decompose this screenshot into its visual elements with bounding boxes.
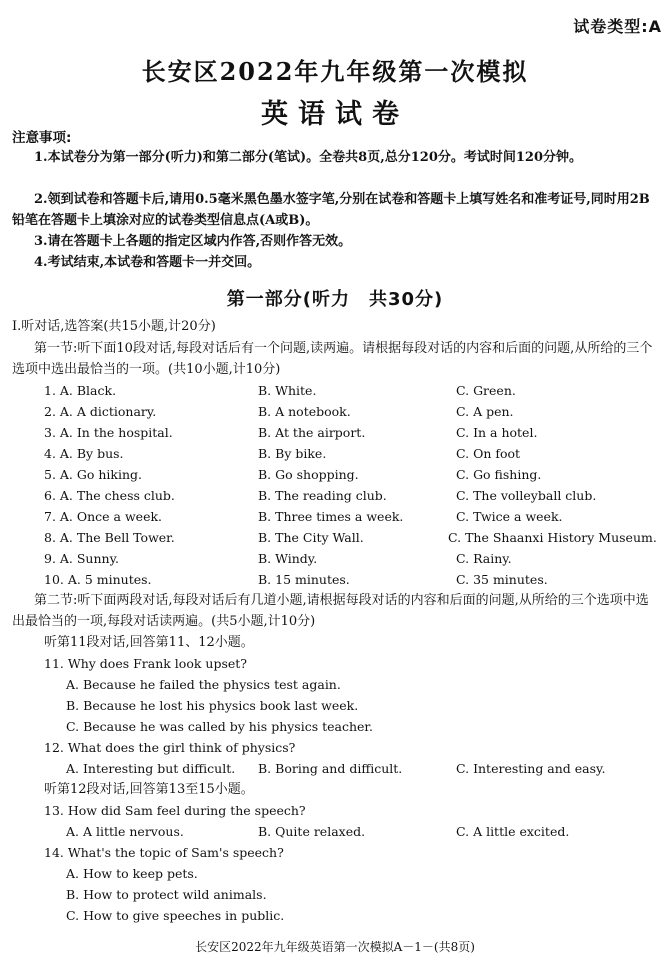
note-text: 3.请在答题卡上各题的指定区域内作答,否则作答无效。 (34, 234, 352, 249)
option-a: 5. A. Go hiking. (44, 467, 143, 482)
question-row (0, 443, 670, 464)
question-stem: 11. Why does Frank look upset? (44, 656, 247, 671)
option-b: B. 15 minutes. (258, 572, 350, 587)
option-c: C. Rainy. (456, 551, 512, 566)
option-a: 10. A. 5 minutes. (44, 572, 152, 587)
option-b: B. The City Wall. (258, 530, 364, 545)
option-a: 9. A. Sunny. (44, 551, 119, 566)
option-a: 2. A. A dictionary. (44, 404, 157, 419)
option-b: B. By bike. (258, 446, 327, 461)
option-a: 4. A. By bus. (44, 446, 124, 461)
option-c: C. Because he was called by his physics teacher. (66, 719, 374, 734)
option-c: C. In a hotel. (456, 425, 538, 440)
dialog-instruction: 听第11段对话,回答第11、12小题。 (44, 635, 254, 650)
option-c: C. The Shaanxi History Museum. (448, 530, 657, 545)
option-a: 8. A. The Bell Tower. (44, 530, 175, 545)
option-c: C. A pen. (456, 404, 514, 419)
option-a: A. How to keep pets. (66, 866, 198, 881)
exam-title: 长安区2022年九年级第一次模拟 (141, 57, 529, 86)
question-stem: 14. What's the topic of Sam's speech? (44, 845, 284, 860)
option-b: B. Go shopping. (258, 467, 359, 482)
option-b: B. At the airport. (258, 425, 366, 440)
option-a: A. A little nervous. (66, 824, 184, 839)
section-heading: Ⅰ.听对话,选答案(共15小题,计20分) (12, 319, 216, 334)
option-b: B. Because he lost his physics book last week. (66, 698, 359, 713)
note-item (12, 252, 658, 273)
option-b: B. Three times a week. (258, 509, 404, 524)
exam-subtitle: 英语试卷 (261, 99, 409, 130)
option-c: C. A little excited. (456, 824, 570, 839)
question-row (0, 422, 670, 443)
paper-type-label: 试卷类型:A (573, 17, 662, 36)
option-b: B. Windy. (258, 551, 318, 566)
section1-instructions: 第一节:听下面10段对话,每段对话后有一个问题,读两遍。请根据每段对话的内容和后面的问题,从所给的三个选项中选出最恰当的一项。(共10小题,计10分) (12, 341, 653, 377)
option-a: 6. A. The chess club. (44, 488, 175, 503)
question-stem: 12. What does the girl think of physics? (44, 740, 296, 755)
notes-heading: 注意事项: (12, 130, 72, 146)
question-row (0, 506, 670, 527)
option-c: C. Twice a week. (456, 509, 563, 524)
option-b: B. Boring and difficult. (258, 761, 403, 776)
option-b: B. A notebook. (258, 404, 351, 419)
option-a: A. Because he failed the physics test again. (66, 677, 341, 692)
option-c: C. Green. (456, 383, 516, 398)
note-item (12, 231, 658, 252)
option-b: B. Quite relaxed. (258, 824, 366, 839)
question-row (0, 548, 670, 569)
option-c: C. On foot (456, 446, 521, 461)
note-text: 2.领到试卷和答题卡后,请用0.5毫米黑色墨水签字笔,分别在试卷和答题卡上填写姓名和准考证号,同时用2B铅笔在答题卡上填涂对应的试卷类型信息点(A或B)。 (12, 192, 650, 228)
question-row (0, 569, 670, 590)
option-b: B. How to protect wild animals. (66, 887, 267, 902)
dialog-instruction: 听第12段对话,回答第13至15小题。 (44, 782, 254, 797)
note-text: 4.考试结束,本试卷和答题卡一并交回。 (34, 255, 261, 270)
question-row (0, 527, 670, 548)
note-item (12, 189, 658, 231)
option-a: A. Interesting but difficult. (66, 761, 236, 776)
option-c: C. Interesting and easy. (456, 761, 606, 776)
question-row (0, 380, 670, 401)
part-one-title: 第一部分(听力 共30分) (226, 289, 444, 310)
option-a: 1. A. Black. (44, 383, 117, 398)
note-text: 1.本试卷分为第一部分(听力)和第二部分(笔试)。全卷共8页,总分120分。考试时间120分钟。 (34, 150, 583, 165)
question-row (0, 401, 670, 422)
option-c: C. How to give speeches in public. (66, 908, 285, 923)
option-c: C. The volleyball club. (456, 488, 597, 503)
question-stem: 13. How did Sam feel during the speech? (44, 803, 306, 818)
question-row (0, 464, 670, 485)
option-a: 3. A. In the hospital. (44, 425, 173, 440)
option-b: B. White. (258, 383, 317, 398)
option-c: C. Go fishing. (456, 467, 542, 482)
page-footer: 长安区2022年九年级英语第一次模拟A－1－(共8页) (195, 940, 475, 954)
question-row (0, 485, 670, 506)
option-a: 7. A. Once a week. (44, 509, 163, 524)
note-item (12, 147, 658, 168)
option-b: B. The reading club. (258, 488, 387, 503)
section2-instructions: 第二节:听下面两段对话,每段对话后有几道小题,请根据每段对话的内容和后面的问题,从所给的三个选项中选出最恰当的一项,每段对话读两遍。(共5小题,计10分) (12, 593, 649, 629)
option-c: C. 35 minutes. (456, 572, 548, 587)
